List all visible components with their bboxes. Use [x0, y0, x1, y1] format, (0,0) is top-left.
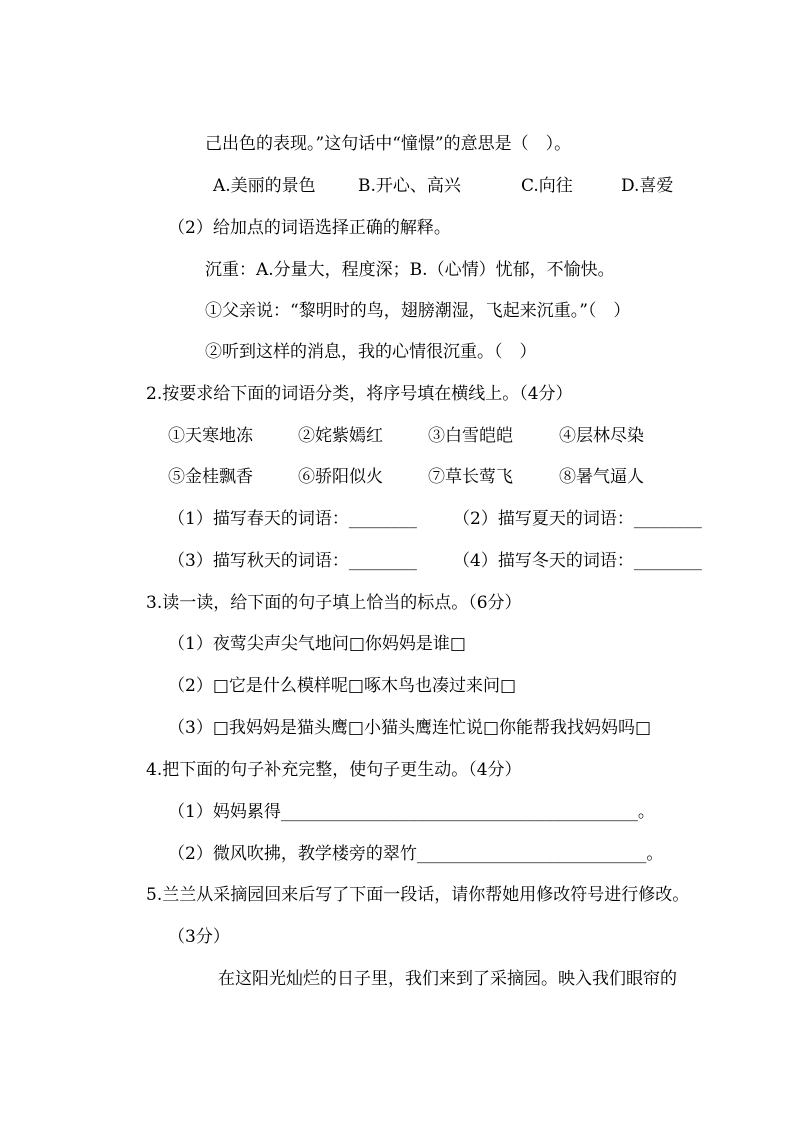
q1-option-d: D.喜爱: [621, 176, 674, 196]
q2-word: ⑥骄阳似火: [298, 467, 383, 487]
q2-title: 2.按要求给下面的词语分类，将序号填在横线上。（4分）: [146, 384, 573, 404]
q5-title: 5.兰兰从采摘园回来后写了下面一段话，请你帮她用修改符号进行修改。: [146, 885, 690, 905]
q2-fill-autumn: （3）描写秋天的词语：________: [168, 551, 417, 571]
q3-item-1: （1）夜莺尖声尖气地问□你妈妈是谁□: [168, 634, 466, 654]
q3-item-2: （2）□它是什么模样呢□啄木鸟也凑过来问□: [168, 676, 517, 696]
q1-sub2-item-2: ②听到这样的消息，我的心情很沉重。（ ）: [205, 342, 537, 362]
q1-sub2-item-1: ①父亲说：“黎明时的鸟，翅膀潮湿，飞起来沉重。”（ ）: [205, 301, 631, 321]
q2-word: ⑦草长莺飞: [428, 467, 513, 487]
q2-word: ①天寒地冻: [168, 426, 253, 446]
q2-word: ③白雪皑皑: [428, 426, 513, 446]
q5-passage: 在这阳光灿烂的日子里，我们来到了采摘园。映入我们眼帘的: [218, 969, 677, 989]
q2-fill-summer: （2）描写夏天的词语：________: [453, 509, 702, 529]
q1-line-continuation: 己出色的表现。”这句话中“憧憬”的意思是（ ）。: [205, 134, 572, 154]
q2-fill-spring: （1）描写春天的词语：________: [168, 509, 417, 529]
q2-word: ⑧暑气逼人: [559, 467, 644, 487]
q2-word: ⑤金桂飘香: [168, 467, 253, 487]
q1-sub2-title: （2）给加点的词语选择正确的解释。: [168, 218, 451, 238]
q4-title: 4.把下面的句子补充完整，使句子更生动。（4分）: [146, 760, 522, 780]
q1-sub2-definition: 沉重：A.分量大，程度深；B.（心情）忧郁，不愉快。: [205, 260, 615, 280]
q2-fill-row-1: [168, 508, 702, 530]
q1-option-b: B.开心、高兴: [358, 176, 461, 196]
q3-item-3: （3）□我妈妈是猫头鹰□小猫头鹰连忙说□你能帮我找妈妈吗□: [168, 718, 652, 738]
q2-words-row-2: [168, 466, 644, 488]
q4-item-2: （2）微风吹拂，教学楼旁的翠竹___________________________。: [168, 844, 664, 864]
q5-score: （3分）: [168, 927, 230, 947]
q2-fill-row-2: [168, 550, 702, 572]
q1-option-a: A.美丽的景色: [213, 176, 316, 196]
q2-word: ②姹紫嫣红: [298, 426, 383, 446]
q3-title: 3.读一读，给下面的句子填上恰当的标点。（6分）: [146, 593, 522, 613]
q2-word: ④层林尽染: [559, 426, 644, 446]
q1-option-c: C.向往: [521, 176, 573, 196]
q2-words-row-1: [168, 425, 644, 447]
q1-options-row: [213, 175, 673, 197]
q2-fill-winter: （4）描写冬天的词语：________: [453, 551, 702, 571]
q4-item-1: （1）妈妈累得__________________________________________。: [168, 802, 655, 822]
